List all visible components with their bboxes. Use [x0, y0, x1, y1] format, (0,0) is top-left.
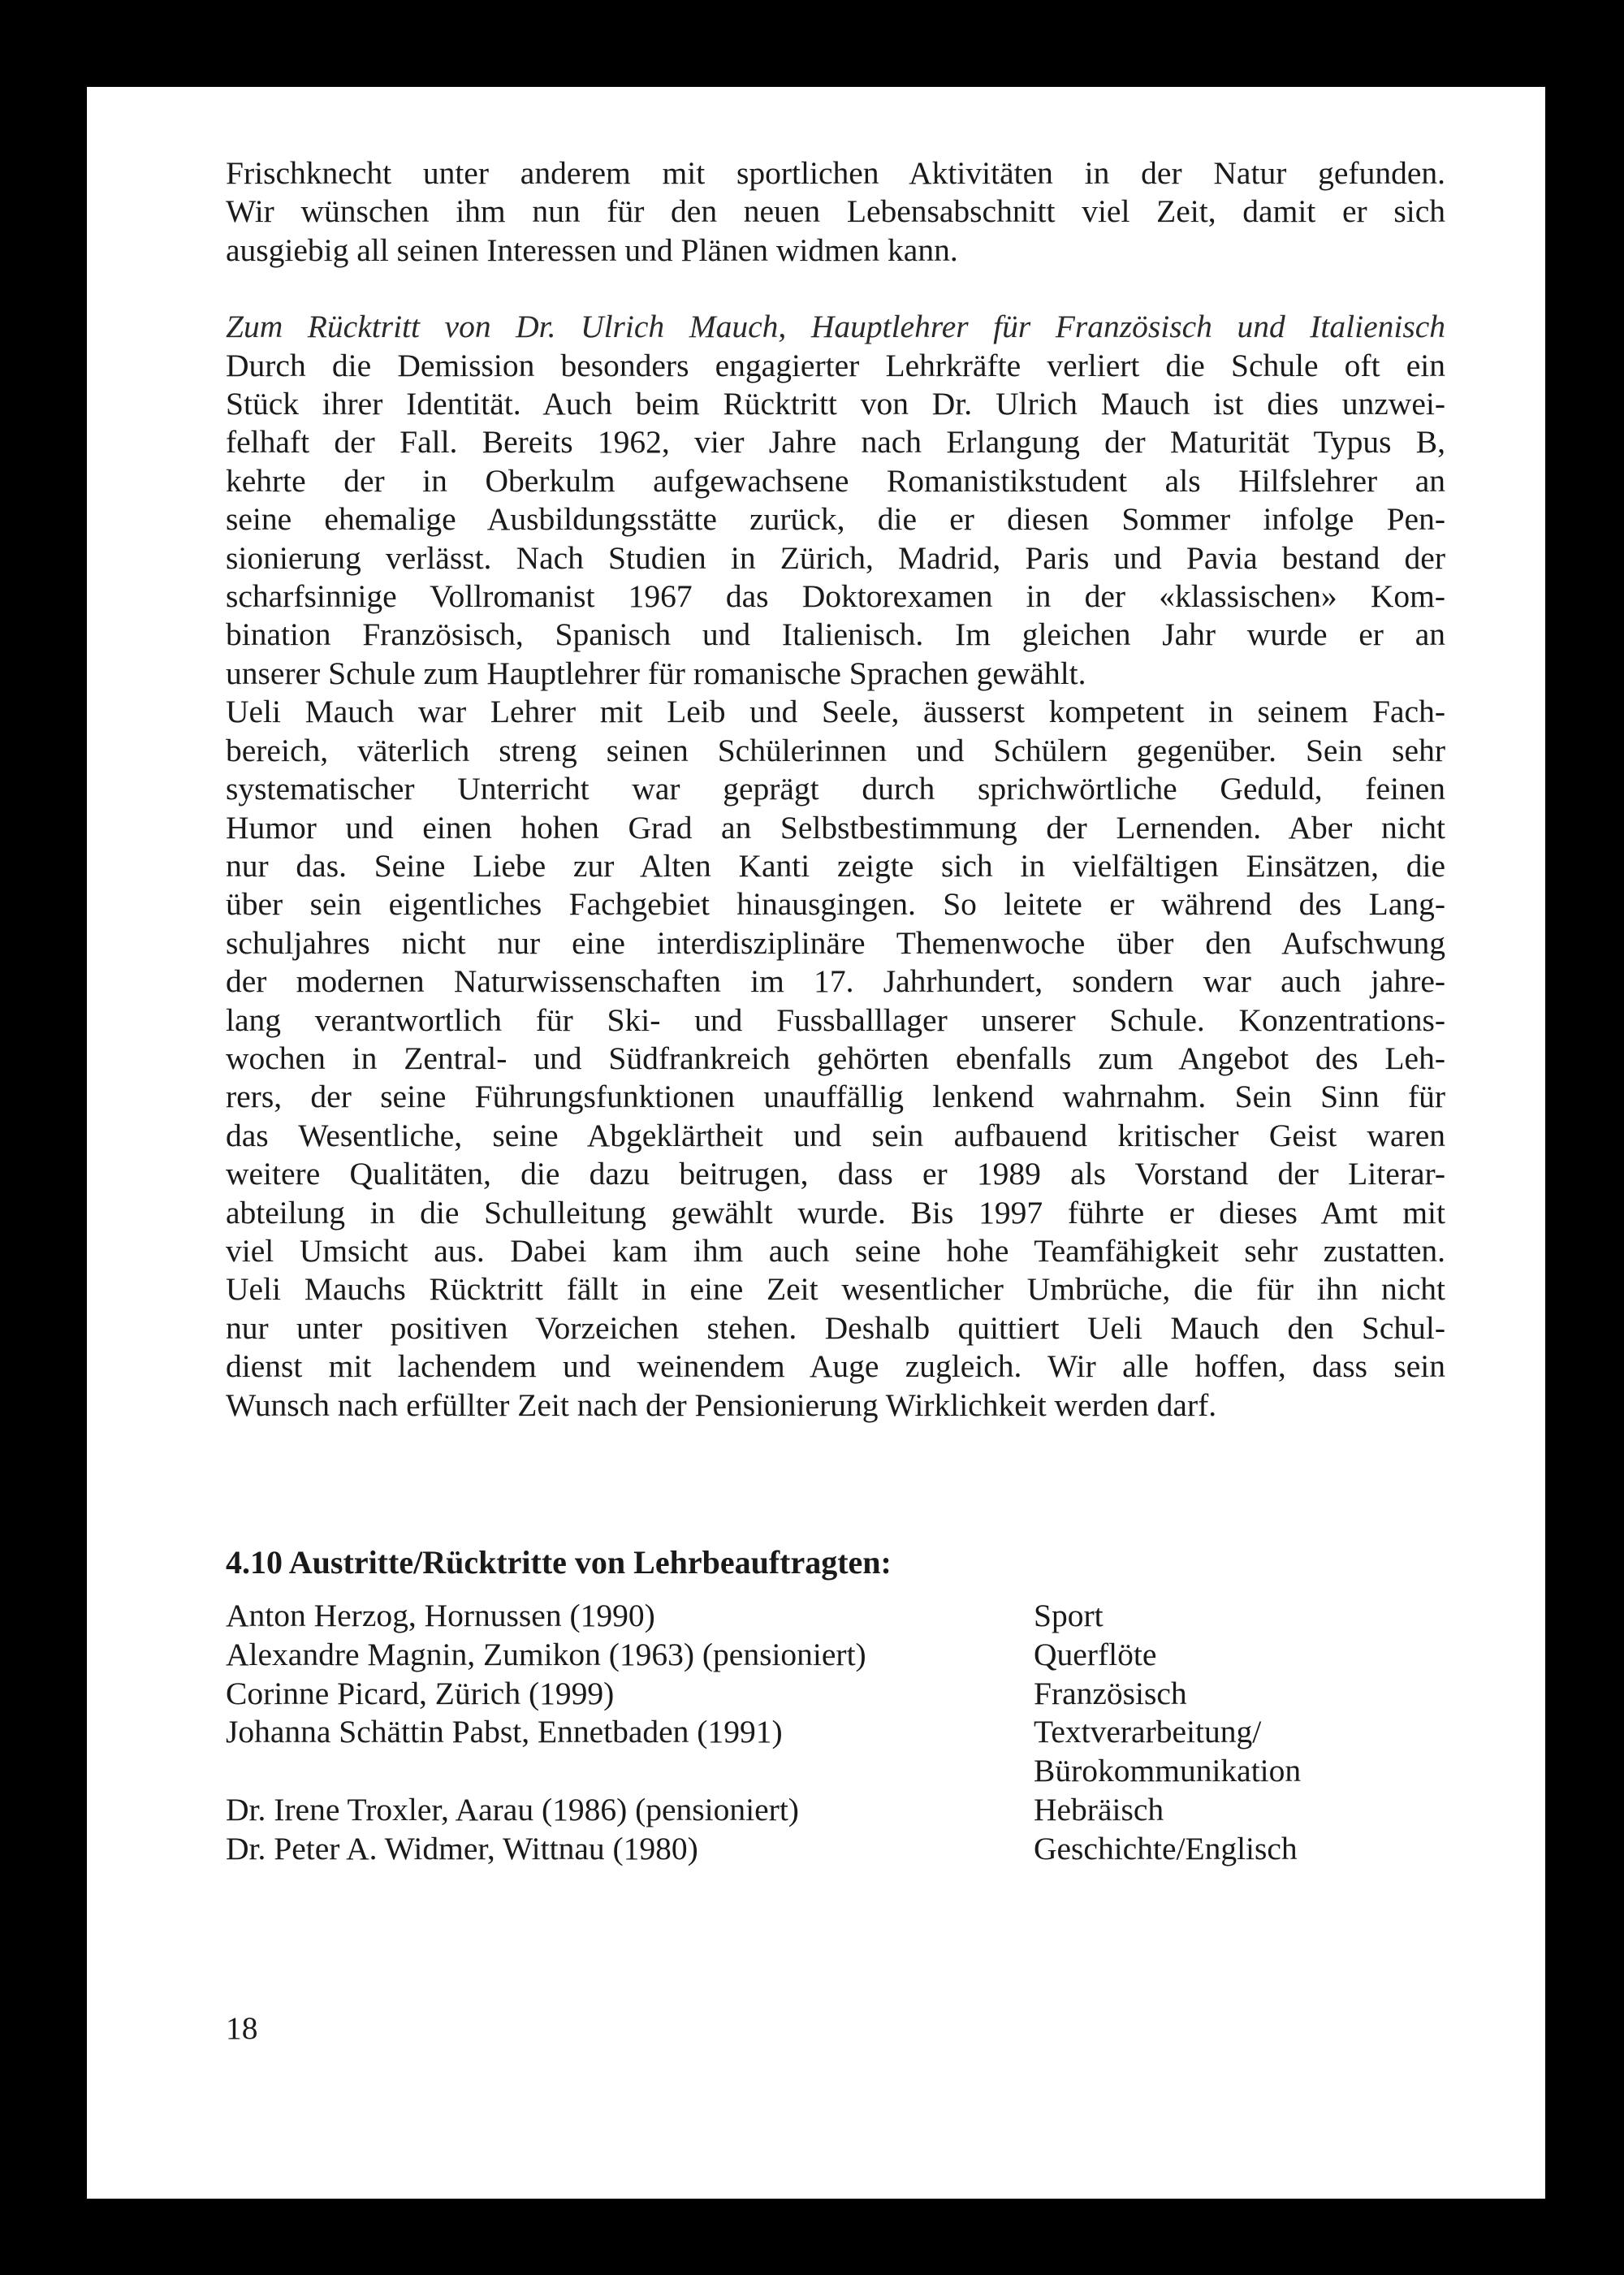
text-line: Durch die Demission besonders engagierter Lehrkräfte verliert die Schule oft ein	[226, 347, 1445, 383]
text-line: felhaft der Fall. Bereits 1962, vier Jahre nach Erlangung der Maturität Typus B,	[226, 424, 1445, 461]
text-line: kehrte der in Oberkulm aufgewachsene Romanistikstudent als Hilfslehrer an	[226, 462, 1445, 499]
text-line: Wunsch nach erfüllter Zeit nach der Pensionierung Wirklichkeit werden darf.	[226, 1386, 1217, 1423]
text-line: Ueli Mauchs Rücktritt fällt in eine Zeit wesentlicher Umbrüche, die für ihn nicht	[226, 1271, 1445, 1308]
staff-row	[226, 1752, 1445, 1791]
text-line: scharfsinnige Vollromanist 1967 das Doktorexamen in der «klassischen» Kom-	[226, 578, 1445, 615]
staff-row	[226, 1636, 1445, 1675]
staff-row	[226, 1791, 1445, 1830]
text-line: das Wesentliche, seine Abgeklärtheit und sein aufbauend kritischer Geist waren	[226, 1117, 1445, 1153]
text-line: sionierung verlässt. Nach Studien in Zürich, Madrid, Paris und Pavia bestand der	[226, 539, 1445, 576]
staff-name	[226, 1752, 1034, 1791]
mauch-section	[226, 308, 1445, 1425]
body-text	[226, 154, 1445, 1425]
text-line: unserer Schule zum Hauptlehrer für romanische Sprachen gewählt.	[226, 655, 1086, 691]
staff-subject: Querflöte	[1034, 1636, 1157, 1672]
staff-name: Dr. Irene Troxler, Aarau (1986) (pensioniert)	[226, 1791, 799, 1827]
staff-name: Johanna Schättin Pabst, Ennetbaden (1991)	[226, 1714, 783, 1750]
text-line: nur das. Seine Liebe zur Alten Kanti zeigte sich in vielfältigen Einsätzen, die	[226, 847, 1445, 884]
staff-subject: Textverarbeitung/	[1034, 1714, 1262, 1750]
text-line: seine ehemalige Ausbildungsstätte zurück, die er diesen Sommer infolge Pen-	[226, 501, 1445, 538]
text-line: Frischknecht unter anderem mit sportlichen Aktivitäten in der Natur gefunden.	[226, 155, 1445, 191]
text-line: ausgiebig all seinen Interessen und Plänen widmen kann.	[226, 231, 958, 268]
text-line: schuljahres nicht nur eine interdisziplinäre Themenwoche über den Aufschwung	[226, 924, 1445, 961]
staff-row	[226, 1675, 1445, 1714]
text-line: wochen in Zentral- und Südfrankreich gehörten ebenfalls zum Angebot des Leh-	[226, 1040, 1445, 1076]
text-line: systematischer Unterricht war geprägt durch sprichwörtliche Geduld, feinen	[226, 771, 1445, 807]
staff-subject: Geschichte/Englisch	[1034, 1830, 1298, 1866]
staff-row	[226, 1830, 1445, 1869]
section-heading: Zum Rücktritt von Dr. Ulrich Mauch, Hauptlehrer für Französisch und Italienisch	[226, 309, 1445, 345]
staff-subject: Hebräisch	[1034, 1791, 1164, 1827]
staff-name: Anton Herzog, Hornussen (1990)	[226, 1598, 655, 1633]
page-number: 18	[226, 2010, 258, 2046]
text-line: nur unter positiven Vorzeichen stehen. Deshalb quittiert Ueli Mauch den Schul-	[226, 1309, 1445, 1346]
staff-name: Alexandre Magnin, Zumikon (1963) (pensioniert)	[226, 1636, 866, 1672]
text-line: rers, der seine Führungsfunktionen unauffällig lenkend wahrnahm. Sein Sinn für	[226, 1079, 1445, 1115]
text-line: dienst mit lachendem und weinendem Auge zugleich. Wir alle hoffen, dass sein	[226, 1348, 1445, 1385]
staff-subject: Bürokommunikation	[1034, 1753, 1302, 1789]
text-line: Wir wünschen ihm nun für den neuen Lebensabschnitt viel Zeit, damit er sich	[226, 193, 1445, 230]
text-line: über sein eigentliches Fachgebiet hinausgingen. So leitete er während des Lang-	[226, 886, 1445, 923]
staff-subject: Französisch	[1034, 1675, 1187, 1711]
text-line: Ueli Mauch war Lehrer mit Leib und Seele, äusserst kompetent in seinem Fach-	[226, 694, 1445, 730]
staff-subject: Sport	[1034, 1598, 1104, 1633]
staff-row	[226, 1597, 1445, 1636]
text-line: Humor und einen hohen Grad an Selbstbestimmung der Lernenden. Aber nicht	[226, 809, 1445, 846]
text-line: bereich, väterlich streng seinen Schülerinnen und Schülern gegenüber. Sein sehr	[226, 732, 1445, 768]
text-line: der modernen Naturwissenschaften im 17. Jahrhundert, sondern war auch jahre-	[226, 963, 1445, 1000]
text-line: lang verantwortlich für Ski- und Fussballlager unserer Schule. Konzentrations-	[226, 1001, 1445, 1038]
text-line: Stück ihrer Identität. Auch beim Rücktritt von Dr. Ulrich Mauch ist dies unzwei-	[226, 386, 1445, 422]
staff-list	[226, 1597, 1445, 1869]
text-line: viel Umsicht aus. Dabei kam ihm auch seine hohe Teamfähigkeit sehr zustatten.	[226, 1232, 1445, 1269]
staff-name: Corinne Picard, Zürich (1999)	[226, 1675, 615, 1711]
text-line: abteilung in die Schulleitung gewählt wurde. Bis 1997 führte er dieses Amt mit	[226, 1194, 1445, 1230]
text-line: bination Französisch, Spanisch und Italienisch. Im gleichen Jahr wurde er an	[226, 616, 1445, 653]
staff-name: Dr. Peter A. Widmer, Wittnau (1980)	[226, 1830, 698, 1866]
staff-row	[226, 1713, 1445, 1752]
intro-paragraph	[226, 154, 1445, 270]
staff-section-heading: 4.10 Austritte/Rücktritte von Lehrbeauftragten:	[226, 1544, 892, 1581]
text-line: weitere Qualitäten, die dazu beitrugen, dass er 1989 als Vorstand der Literar-	[226, 1156, 1445, 1192]
